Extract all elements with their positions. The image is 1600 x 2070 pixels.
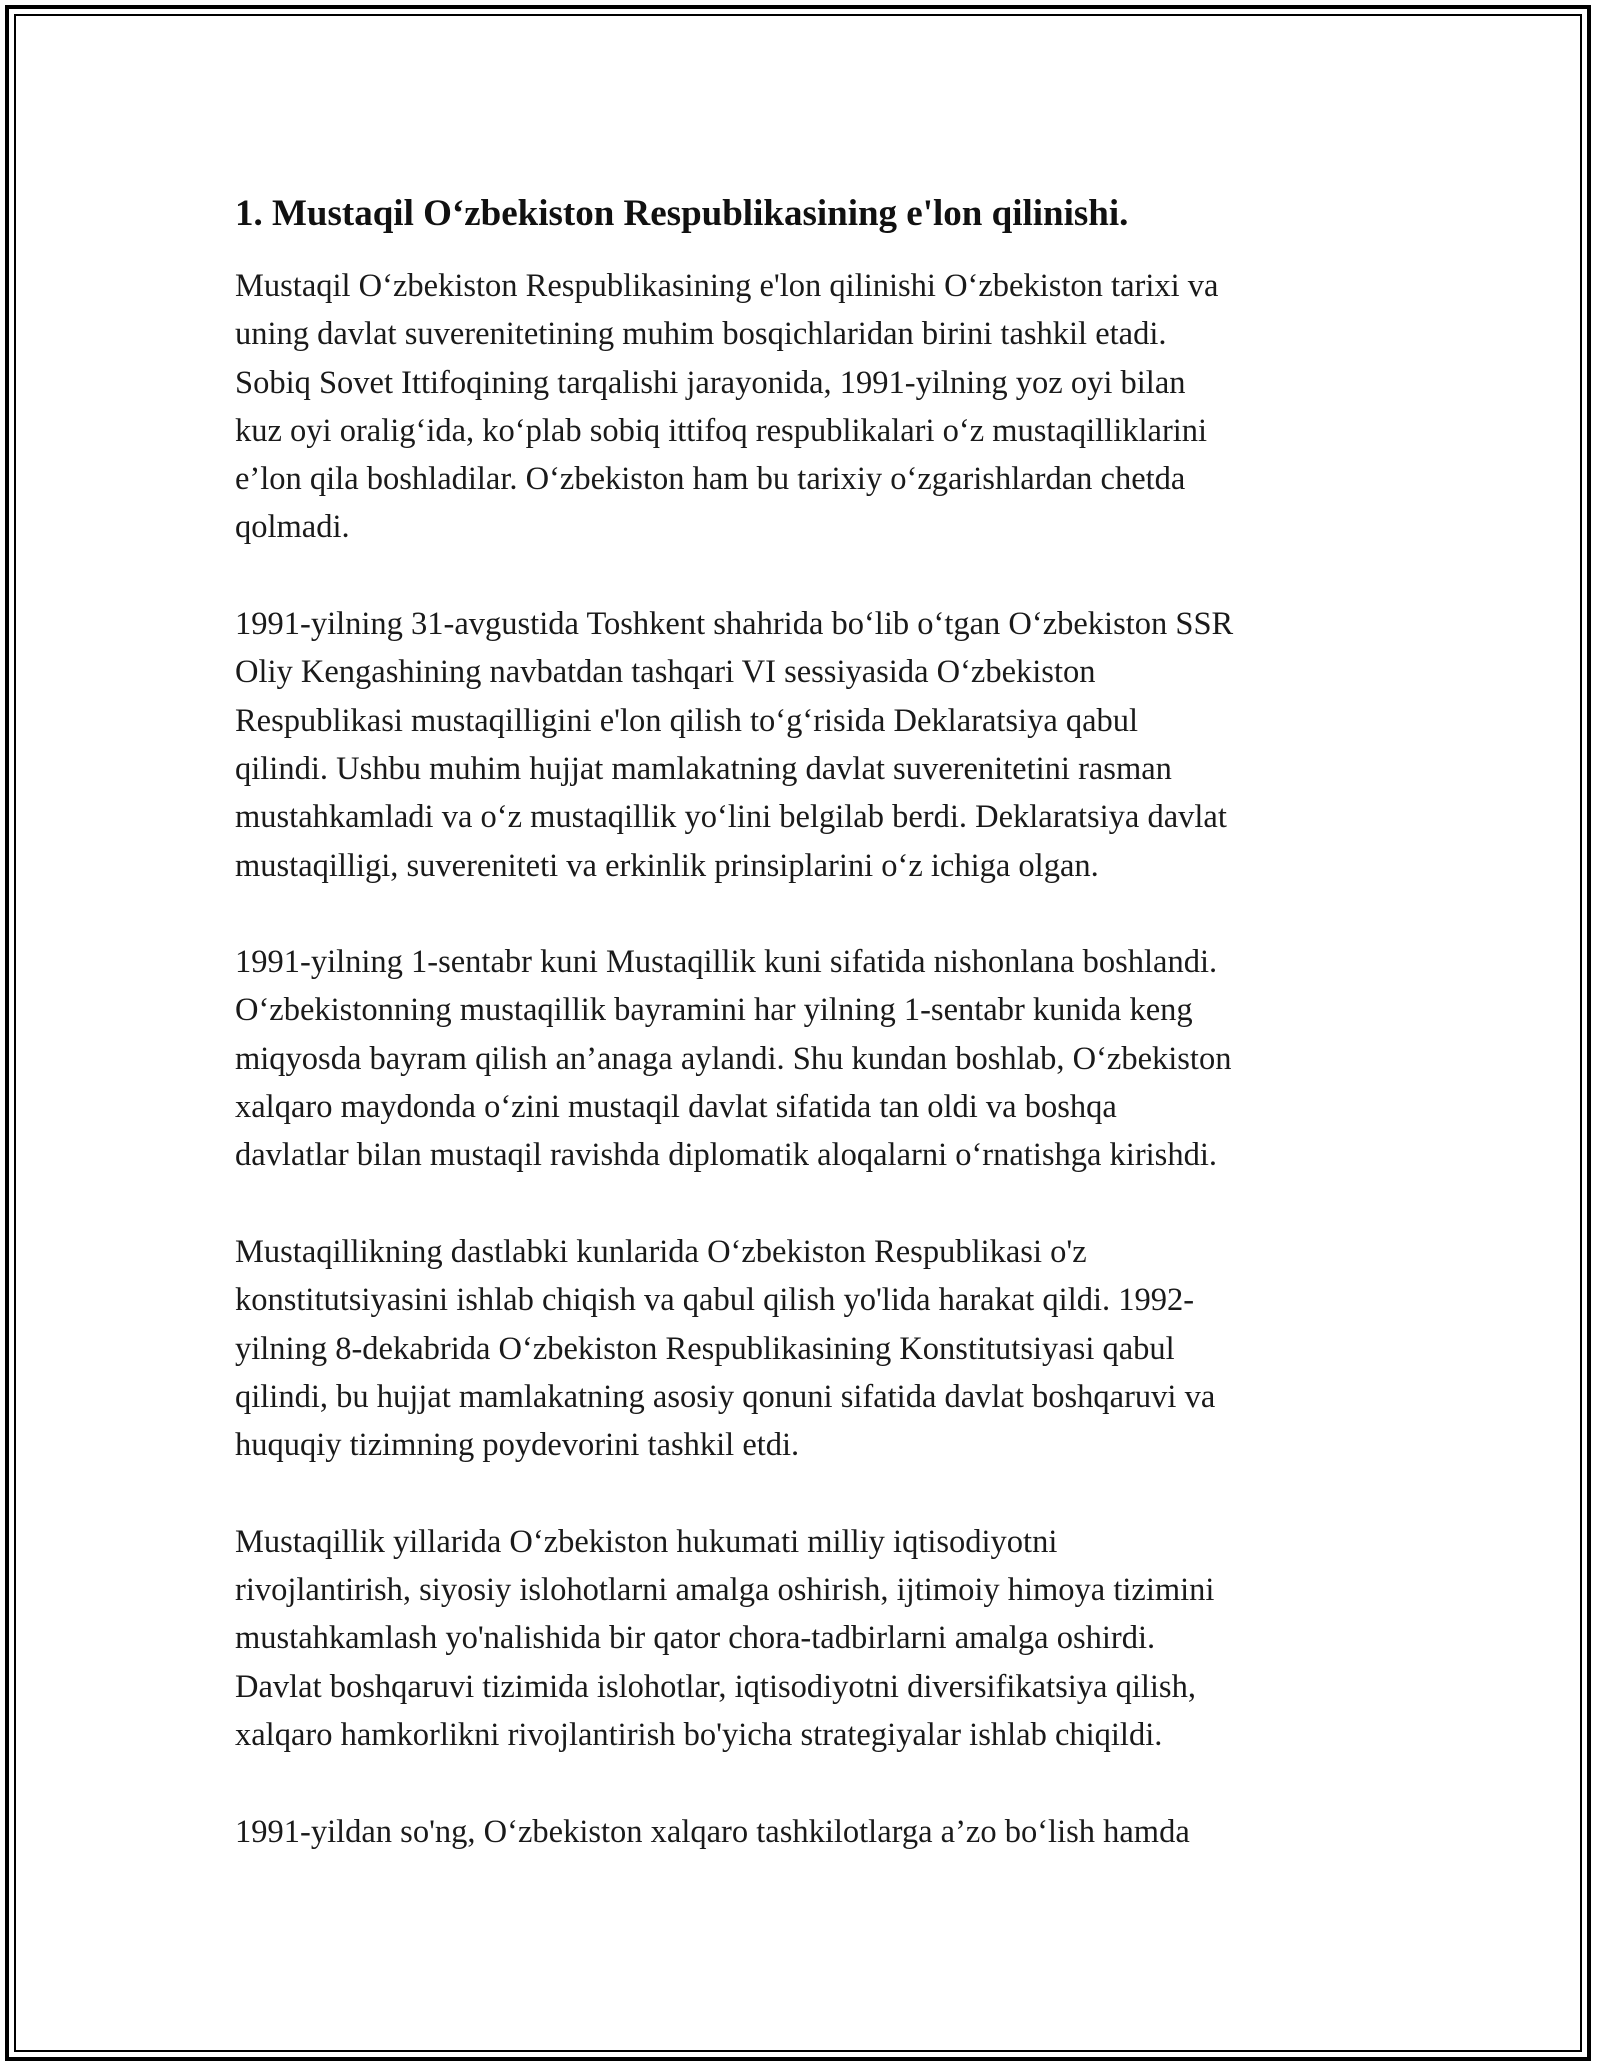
paragraph-2: [235, 600, 1385, 890]
text-line: mustahkamlash yo'nalishida bir qator chora-tadbirlarni amalga oshirdi.: [235, 1620, 1156, 1657]
text-line: qolmadi.: [235, 509, 350, 546]
section-heading: 1. Mustaqil Oʻzbekiston Respublikasining e'lon qilinishi.: [235, 193, 1129, 234]
text-line: kuz oyi oraligʻida, koʻplab sobiq ittifoq respublikalari oʻz mustaqilliklarini: [235, 412, 1208, 449]
text-line: qilindi, bu hujjat mamlakatning asosiy qonuni sifatida davlat boshqaruvi va: [235, 1378, 1216, 1415]
text-line: qilindi. Ushbu muhim hujjat mamlakatning davlat suverenitetini rasman: [235, 750, 1172, 787]
text-line: konstitutsiyasini ishlab chiqish va qabul qilish yo'lida harakat qildi. 1992-: [235, 1282, 1195, 1319]
text-line: miqyosda bayram qilish an’anaga aylandi. Shu kundan boshlab, Oʻzbekiston: [235, 1040, 1232, 1077]
paragraph-1: [235, 262, 1385, 552]
text-line: mustaqilligi, suvereniteti va erkinlik prinsiplarini oʻz ichiga olgan.: [235, 847, 1099, 884]
text-line: xalqaro hamkorlikni rivojlantirish bo'yicha strategiyalar ishlab chiqildi.: [235, 1716, 1163, 1753]
text-line: 1991-yilning 31-avgustida Toshkent shahrida boʻlib oʻtgan Oʻzbekiston SSR: [235, 606, 1234, 643]
text-line: Sobiq Sovet Ittifoqining tarqalishi jarayonida, 1991-yilning yoz oyi bilan: [235, 364, 1186, 401]
text-line: rivojlantirish, siyosiy islohotlarni amalga oshirish, ijtimoiy himoya tizimini: [235, 1572, 1215, 1609]
text-line: uning davlat suverenitetining muhim bosqichlaridan birini tashkil etadi.: [235, 316, 1167, 353]
paragraph-6: [235, 1808, 1385, 1856]
text-line: 1991-yilning 1-sentabr kuni Mustaqillik kuni sifatida nishonlana boshlandi.: [235, 944, 1218, 981]
text-line: Oʻzbekistonning mustaqillik bayramini har yilning 1-sentabr kunida keng: [235, 992, 1193, 1029]
text-line: mustahkamladi va oʻz mustaqillik yoʻlini belgilab berdi. Deklaratsiya davlat: [235, 799, 1227, 836]
text-line: Respublikasi mustaqilligini e'lon qilish toʻgʻrisida Deklaratsiya qabul: [235, 702, 1139, 739]
paragraph-4: [235, 1228, 1385, 1469]
text-line: davlatlar bilan mustaqil ravishda diplomatik aloqalarni oʻrnatishga kirishdi.: [235, 1137, 1217, 1174]
text-line: huquqiy tizimning poydevorini tashkil etdi.: [235, 1427, 800, 1464]
text-line: Mustaqil Oʻzbekiston Respublikasining e'lon qilinishi Oʻzbekiston tarixi va: [235, 268, 1219, 304]
paragraph-5: [235, 1518, 1385, 1759]
text-line: 1991-yildan so'ng, Oʻzbekiston xalqaro tashkilotlarga a’zo boʻlish hamda: [235, 1813, 1190, 1850]
text-line: Oliy Kengashining navbatdan tashqari VI sessiyasida Oʻzbekiston: [235, 654, 1096, 691]
text-line: e’lon qila boshladilar. Oʻzbekiston ham bu tarixiy oʻzgarishlardan chetda: [235, 461, 1186, 498]
text-line: Mustaqillik yillarida Oʻzbekiston hukumati milliy iqtisodiyotni: [235, 1523, 1058, 1560]
paragraph-3: [235, 938, 1385, 1179]
text-line: Davlat boshqaruvi tizimida islohotlar, iqtisodiyotni diversifikatsiya qilish,: [235, 1668, 1196, 1705]
text-line: yilning 8-dekabrida Oʻzbekiston Respublikasining Konstitutsiyasi qabul: [235, 1330, 1175, 1367]
text-line: Mustaqillikning dastlabki kunlarida Oʻzbekiston Respublikasi o'z: [235, 1233, 1087, 1270]
text-line: xalqaro maydonda oʻzini mustaqil davlat sifatida tan oldi va boshqa: [235, 1089, 1117, 1126]
document-body: [235, 188, 1385, 1904]
